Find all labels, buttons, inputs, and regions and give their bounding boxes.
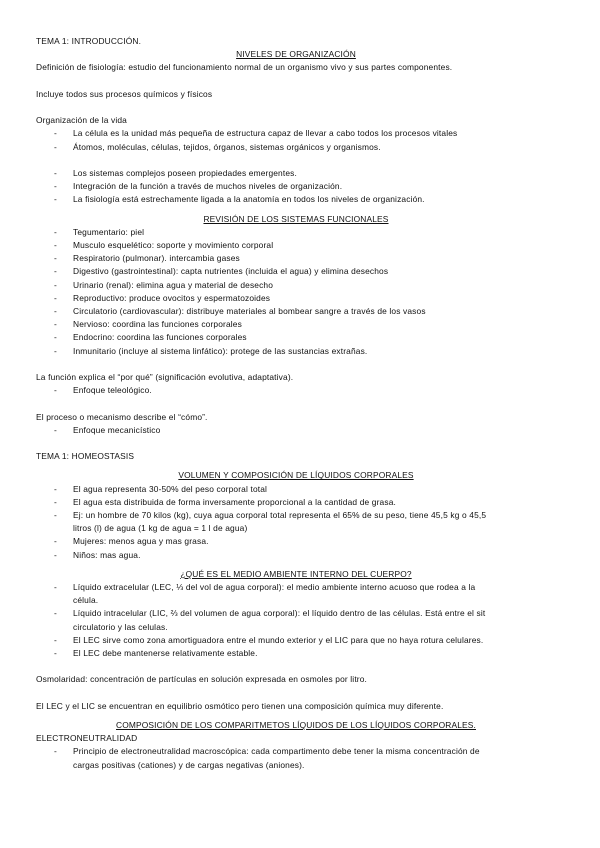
list-item: - Líquido intracelular (LIC, ⅔ del volumen de agua corporal): el líquido dentro de las células. Está entre el sit circulatorio y las celulas. xyxy=(54,608,486,632)
list-enfoque-mecanicistico xyxy=(36,424,556,437)
list-item: - Niños: mas agua. xyxy=(54,549,141,560)
list-item: - Digestivo (gastrointestinal): capta nutrientes (incluida el agua) y elimina desechos xyxy=(54,266,389,277)
list-item: - Átomos, moléculas, células, tejidos, órganos, sistemas orgánicos y organismos. xyxy=(54,141,381,152)
list-item: - Líquido extracelular (LEC, ⅓ del vol de agua corporal): el medio ambiente interno acuoso que rodea a la célula. xyxy=(54,582,476,606)
list-item: - Mujeres: menos agua y mas grasa. xyxy=(54,536,209,547)
paragraph-osmolaridad: Osmolaridad: concentración de partículas en solución expresada en osmoles por litro. xyxy=(36,674,368,685)
list-volumen xyxy=(36,483,556,562)
heading-electroneutralidad: ELECTRONEUTRALIDAD xyxy=(36,733,138,744)
title-niveles-organizacion: NIVELES DE ORGANIZACIÓN xyxy=(236,49,356,60)
list-item: - El LEC sirve como zona amortiguadora entre el mundo exterior y el LIC para que no haya rotura celulares. xyxy=(54,634,484,645)
list-item: - El agua representa 30-50% del peso corporal total xyxy=(54,483,268,494)
paragraph-lec-lic: El LEC y el LIC se encuentran en equilibrio osmótico pero tienen una composición química muy diferente. xyxy=(36,700,444,711)
title-composicion-compartimentos: COMPOSICIÓN DE LOS COMPARITMETOS LÍQUIDOS DE LOS LÍQUIDOS CORPORALES. xyxy=(116,720,476,731)
list-item: - Reproductivo: produce ovocitos y espermatozoides xyxy=(54,292,271,303)
list-medio-interno xyxy=(36,581,556,660)
list-item: - La fisiología está estrechamente ligada a la anatomía en todos los niveles de organización. xyxy=(54,194,425,205)
paragraph-funcion-explica: La función explica el “por qué” (significación evolutiva, adaptativa). xyxy=(36,372,294,383)
document-page xyxy=(36,35,556,772)
list-item: - La célula es la unidad más pequeña de estructura capaz de llevar a cabo todos los procesos vitales xyxy=(54,128,458,139)
list-item: - El agua esta distribuida de forma inversamente proporcional a la cantidad de grasa. xyxy=(54,496,396,507)
list-item: - El LEC debe mantenerse relativamente estable. xyxy=(54,648,258,659)
list-sistemas xyxy=(36,167,556,207)
list-item: - Circulatorio (cardiovascular): distribuye materiales al bombear sangre a través de los vasos xyxy=(54,306,426,317)
list-item: - Integración de la función a través de muchos niveles de organización. xyxy=(54,181,343,192)
paragraph-definicion-fisiologia: Definición de fisiología: estudio del funcionamiento normal de un organismo vivo y sus partes componentes. xyxy=(36,62,453,73)
section-heading-introduccion: TEMA 1: INTRODUCCIÓN. xyxy=(36,36,142,46)
list-item: - Inmunitario (incluye al sistema linfático): protege de las sustancias extrañas. xyxy=(54,345,368,356)
paragraph-organizacion-vida: Organización de la vida xyxy=(36,115,127,126)
list-item: - Nervioso: coordina las funciones corporales xyxy=(54,319,242,330)
paragraph-proceso-mecanismo: El proceso o mecanismo describe el “cómo”. xyxy=(36,411,208,422)
title-volumen-composicion: VOLUMEN Y COMPOSICIÓN DE LÍQUIDOS CORPORALES xyxy=(178,470,414,481)
list-item: - Respiratorio (pulmonar). intercambia gases xyxy=(54,253,240,264)
list-item: - Urinario (renal): elimina agua y material de desecho xyxy=(54,279,274,290)
list-item: - Ej: un hombre de 70 kilos (kg), cuya agua corporal total representa el 65% de su peso, tiene 45,5 kg o 45,5 litros (l) de agua (1 kg de agua = 1 l de agua) xyxy=(54,510,487,534)
list-enfoque-teleologico xyxy=(36,384,556,397)
list-item: - Los sistemas complejos poseen propiedades emergentes. xyxy=(54,167,297,178)
list-electroneutralidad xyxy=(36,745,556,771)
title-revision-sistemas: REVISIÓN DE LOS SISTEMAS FUNCIONALES xyxy=(203,213,389,224)
paragraph-incluye: Incluye todos sus procesos químicos y físicos xyxy=(36,88,213,99)
list-item: - Musculo esquelético: soporte y movimiento corporal xyxy=(54,240,274,250)
list-item: - Endocrino: coordina las funciones corporales xyxy=(54,332,247,343)
list-revision-sistemas xyxy=(36,226,556,358)
section-heading-homeostasis: TEMA 1: HOMEOSTASIS xyxy=(36,451,135,462)
list-item: - Enfoque mecanicístico xyxy=(54,424,161,435)
list-item: - Enfoque teleológico. xyxy=(54,385,152,396)
list-item: - Principio de electroneutralidad macroscópica: cada compartimento debe tener la misma concentración de cargas positivas (cationes) y de cargas negativas (aniones). xyxy=(54,746,480,770)
list-organizacion xyxy=(36,127,556,153)
list-item: - Tegumentario: piel xyxy=(54,226,145,237)
title-medio-ambiente-interno: ¿QUÉ ES EL MEDIO AMBIENTE INTERNO DEL CUERPO? xyxy=(180,568,412,579)
